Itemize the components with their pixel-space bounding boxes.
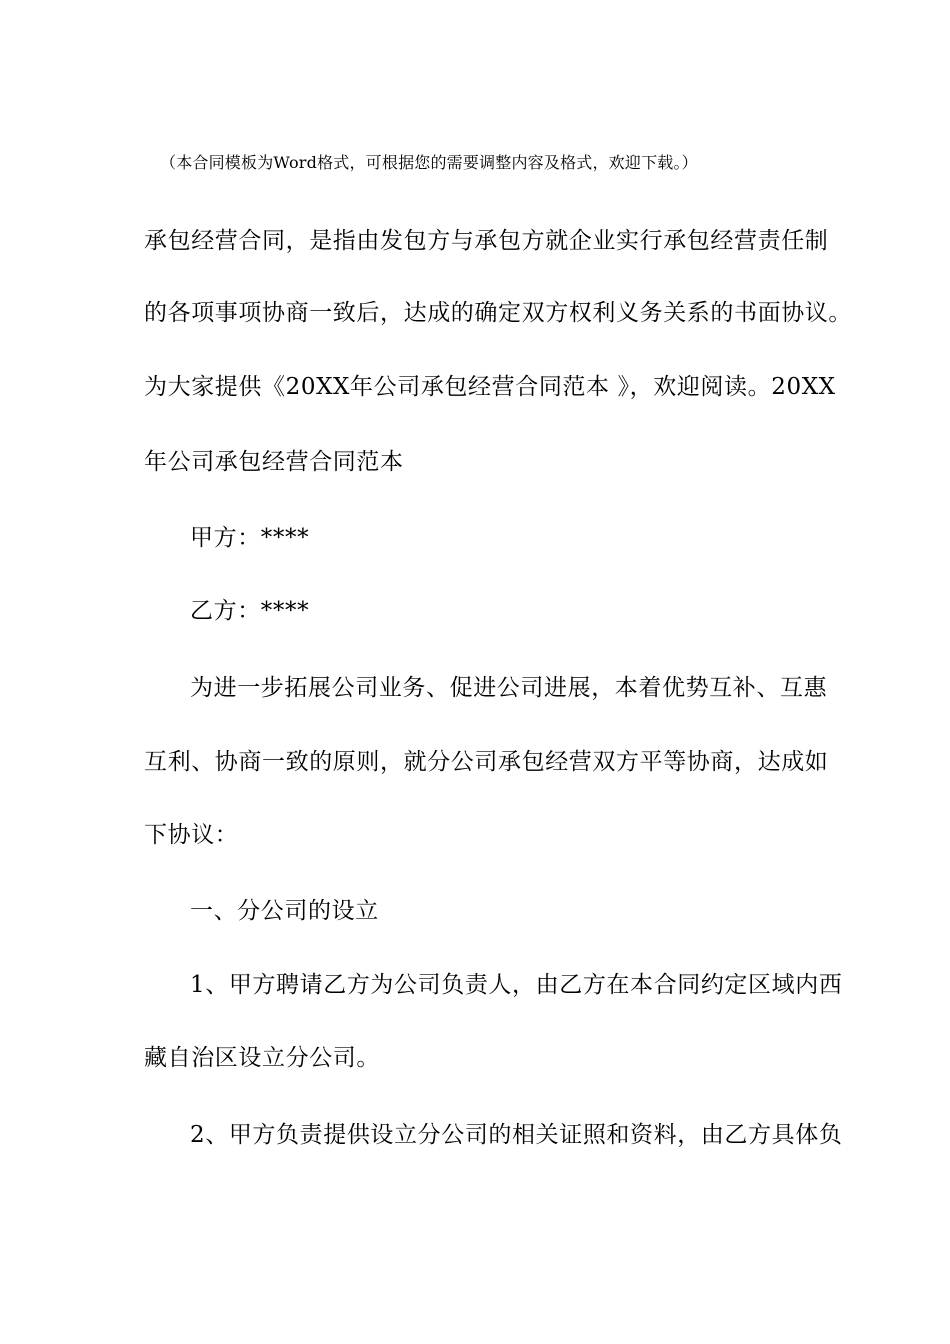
intro-line-1: 承包经营合同，是指由发包方与承包方就企业实行承包经营责任制: [144, 228, 829, 254]
clause-1-line-2: 藏自治区设立分公司。: [144, 1045, 380, 1071]
preamble-line-1: 为进一步拓展公司业务、促进公司进展，本着优势互补、互惠: [190, 675, 828, 701]
section-heading-1: 一、分公司的设立: [190, 898, 379, 924]
intro-line-2: 的各项事项协商一致后，达成的确定双方权利义务关系的书面协议。: [144, 300, 852, 326]
party-a: 甲方：****: [190, 525, 310, 551]
preamble-line-2: 互利、协商一致的原则，就分公司承包经营双方平等协商，达成如: [144, 749, 829, 775]
party-b: 乙方：****: [190, 598, 310, 624]
intro-line-3: 为大家提供《20XX年公司承包经营合同范本 》，欢迎阅读。20XX: [144, 374, 836, 400]
clause-1-line-1: 1、甲方聘请乙方为公司负责人，由乙方在本合同约定区域内西: [190, 972, 843, 998]
template-note: （本合同模板为Word格式，可根据您的需要调整内容及格式，欢迎下载。）: [160, 153, 698, 172]
document-title: 年公司承包经营合同范本: [144, 449, 404, 475]
clause-2-line-1: 2、甲方负责提供设立分公司的相关证照和资料，由乙方具体负: [190, 1122, 843, 1148]
preamble-line-3: 下协议：: [144, 822, 239, 848]
